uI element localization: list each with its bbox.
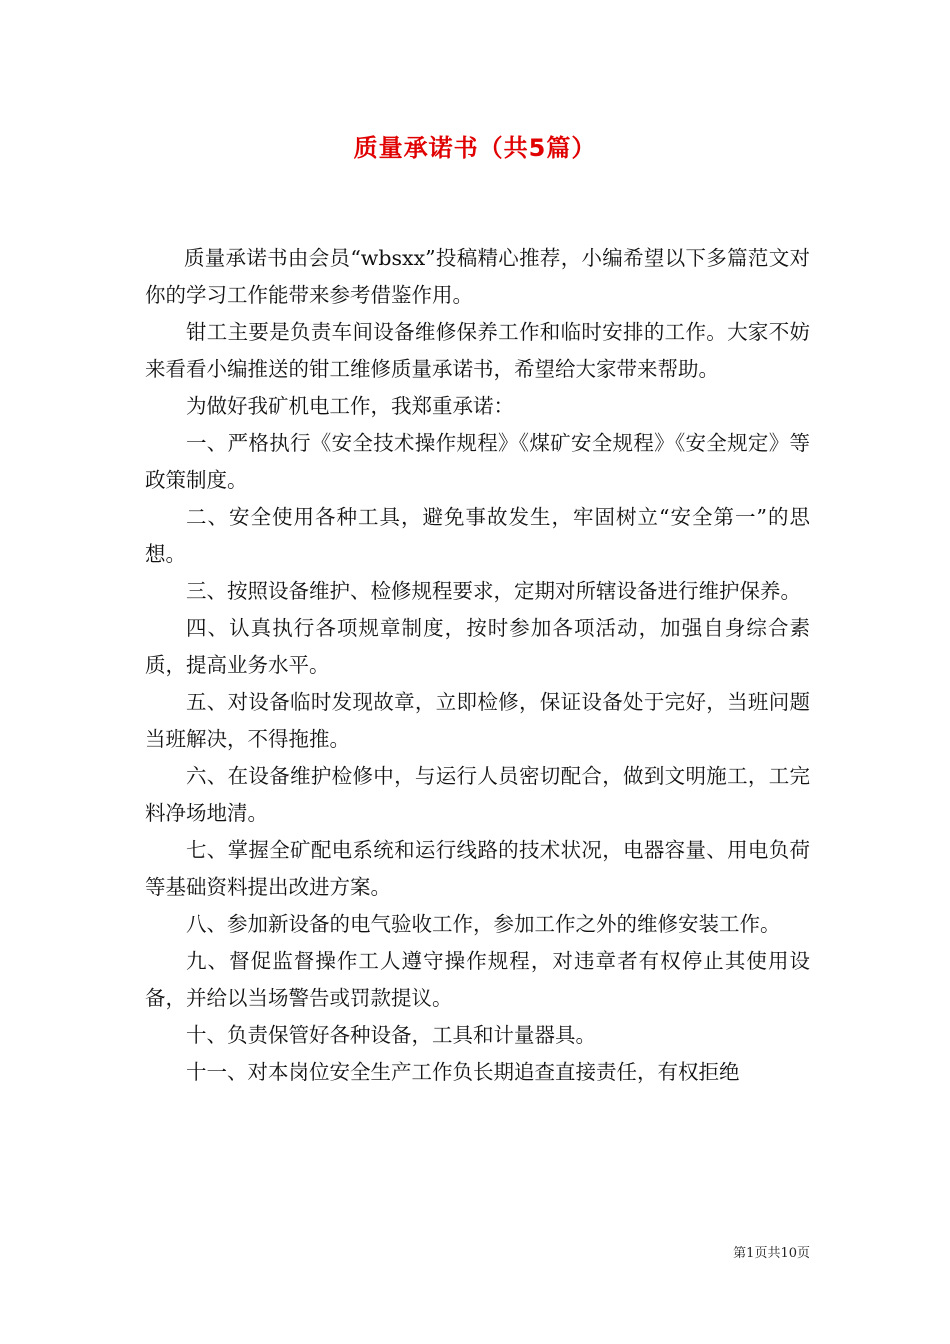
page-number-footer: 第1页共10页 [733, 1246, 810, 1261]
paragraph: 八、参加新设备的电气验收工作，参加工作之外的维修安装工作。 [186, 912, 781, 936]
paragraph: 一、严格执行《安全技术操作规程》《煤矿安全规程》《安全规定》等政策制度。 [145, 431, 810, 492]
document-title: 质量承诺书（共5篇） [353, 134, 597, 162]
paragraph: 十、负责保管好各种设备，工具和计量器具。 [186, 1023, 596, 1047]
paragraph: 三、按照设备维护、检修规程要求，定期对所辖设备进行维护保养。 [186, 579, 801, 603]
paragraph: 钳工主要是负责车间设备维修保养工作和临时安排的工作。大家不妨来看看小编推送的钳工维修质量承诺书，希望给大家带来帮助。 [145, 320, 810, 381]
paragraph: 十一、对本岗位安全生产工作负长期追查直接责任，有权拒绝 [186, 1060, 740, 1084]
paragraph: 四、认真执行各项规章制度，按时参加各项活动，加强自身综合素质，提高业务水平。 [145, 616, 810, 677]
paragraph: 质量承诺书由会员“wbsxx”投稿精心推荐，小编希望以下多篇范文对你的学习工作能带来参考借鉴作用。 [145, 246, 810, 307]
paragraph: 七、掌握全矿配电系统和运行线路的技术状况，电器容量、用电负荷等基础资料提出改进方案。 [145, 838, 810, 899]
paragraph: 六、在设备维护检修中，与运行人员密切配合，做到文明施工，工完料净场地清。 [145, 764, 810, 825]
document-body [145, 240, 810, 1091]
paragraph: 五、对设备临时发现故章，立即检修，保证设备处于完好，当班问题当班解决，不得拖推。 [145, 690, 810, 751]
paragraph: 九、督促监督操作工人遵守操作规程，对违章者有权停止其使用设备，并给以当场警告或罚款提议。 [145, 949, 810, 1010]
paragraph: 为做好我矿机电工作，我郑重承诺： [186, 394, 514, 418]
paragraph: 二、安全使用各种工具，避免事故发生，牢固树立“安全第一”的思想。 [145, 505, 810, 566]
